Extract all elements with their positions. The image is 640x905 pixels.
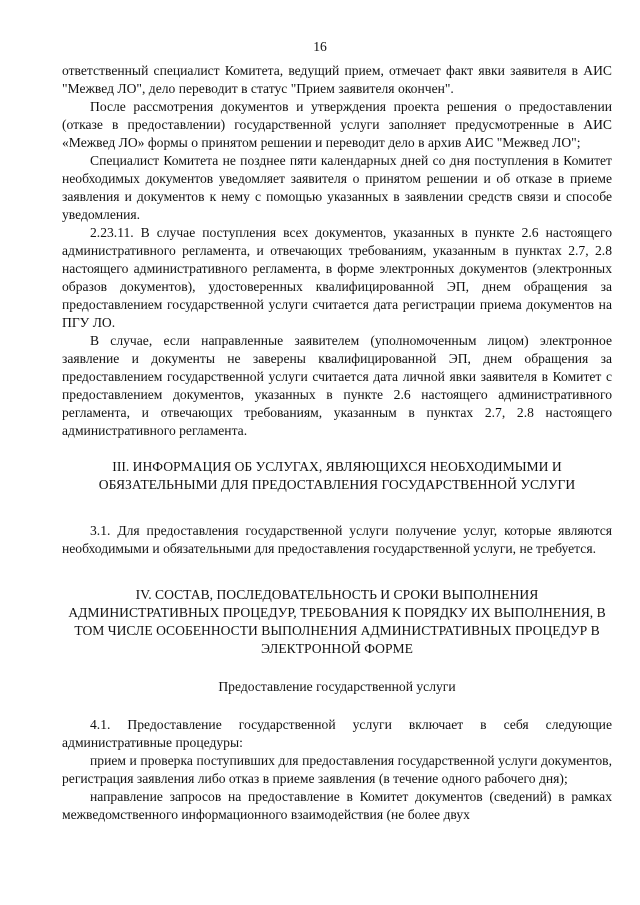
- paragraph: ответственный специалист Комитета, ведущий прием, отмечает факт явки заявителя в АИС "Межвед ЛО", дело переводит в статус "Прием заявителя окончен".: [62, 63, 612, 96]
- section-4-heading: IV. СОСТАВ, ПОСЛЕДОВАТЕЛЬНОСТЬ И СРОКИ ВЫПОЛНЕНИЯ АДМИНИСТРАТИВНЫХ ПРОЦЕДУР, ТРЕБОВАНИЯ К ПОРЯДКУ ИХ ВЫПОЛНЕНИЯ, В ТОМ ЧИСЛЕ ОСОБЕННОСТИ ВЫПОЛНЕНИЯ АДМИНИСТРАТИВНЫХ ПРОЦЕДУР В ЭЛЕКТРОННОЙ ФОРМЕ: [68, 587, 606, 656]
- paragraph: направление запросов на предоставление в Комитет документов (сведений) в рамках межведомственного информационного взаимодействия (не более двух: [62, 789, 612, 822]
- page-number: 16: [313, 39, 327, 54]
- paragraph: В случае, если направленные заявителем (уполномоченным лицом) электронное заявление и документы не заверены квалифицированной ЭП, днем обращения за предоставлением государственной услуги считается дата личной явки заявителя в Комитет с предоставлением документов, указанных в пункте 2.6 настоящего административного регламента, и отвечающих требованиям, указанным в пунктах 2.7, 2.8 настоящего административного регламента.: [62, 333, 612, 438]
- paragraph: прием и проверка поступивших для предоставления государственной услуги документов, регистрация заявления либо отказ в приеме заявления (в течение одного рабочего дня);: [62, 753, 612, 786]
- section-4-subheading: Предоставление государственной услуги: [218, 679, 456, 694]
- paragraph: Специалист Комитета не позднее пяти календарных дней со дня поступления в Комитет необходимых документов уведомляет заявителя о принятом решении и об отказе в приеме заявления и документов к нему с помощью указанных в заявлении средств связи и способе уведомления.: [62, 153, 612, 222]
- document-body: [62, 62, 612, 824]
- paragraph: 4.1. Предоставление государственной услуги включает в себя следующие административные процедуры:: [62, 717, 612, 750]
- paragraph: 2.23.11. В случае поступления всех документов, указанных в пункте 2.6 настоящего административного регламента, и отвечающих требованиям, указанным в пунктах 2.7, 2.8 настоящего административного регламента, в форме электронных документов (электронных образов документов), удостоверенных квалифицированной ЭП, днем обращения за предоставлением государственной услуги считается дата регистрации приема документов на ПГУ ЛО.: [62, 225, 612, 330]
- section-3-heading: III. ИНФОРМАЦИЯ ОБ УСЛУГАХ, ЯВЛЯЮЩИХСЯ НЕОБХОДИМЫМИ И ОБЯЗАТЕЛЬНЫМИ ДЛЯ ПРЕДОСТАВЛЕНИЯ ГОСУДАРСТВЕННОЙ УСЛУГИ: [98, 459, 576, 492]
- paragraph: После рассмотрения документов и утверждения проекта решения о предоставлении (отказе в предоставлении) государственной услуги заполняет предусмотренные в АИС «Межвед ЛО» формы о принятом решении и переводит дело в архив АИС "Межвед ЛО";: [62, 99, 612, 150]
- paragraph: 3.1. Для предоставления государственной услуги получение услуг, которые являются необходимыми и обязательными для предоставления государственной услуги, не требуется.: [62, 523, 612, 556]
